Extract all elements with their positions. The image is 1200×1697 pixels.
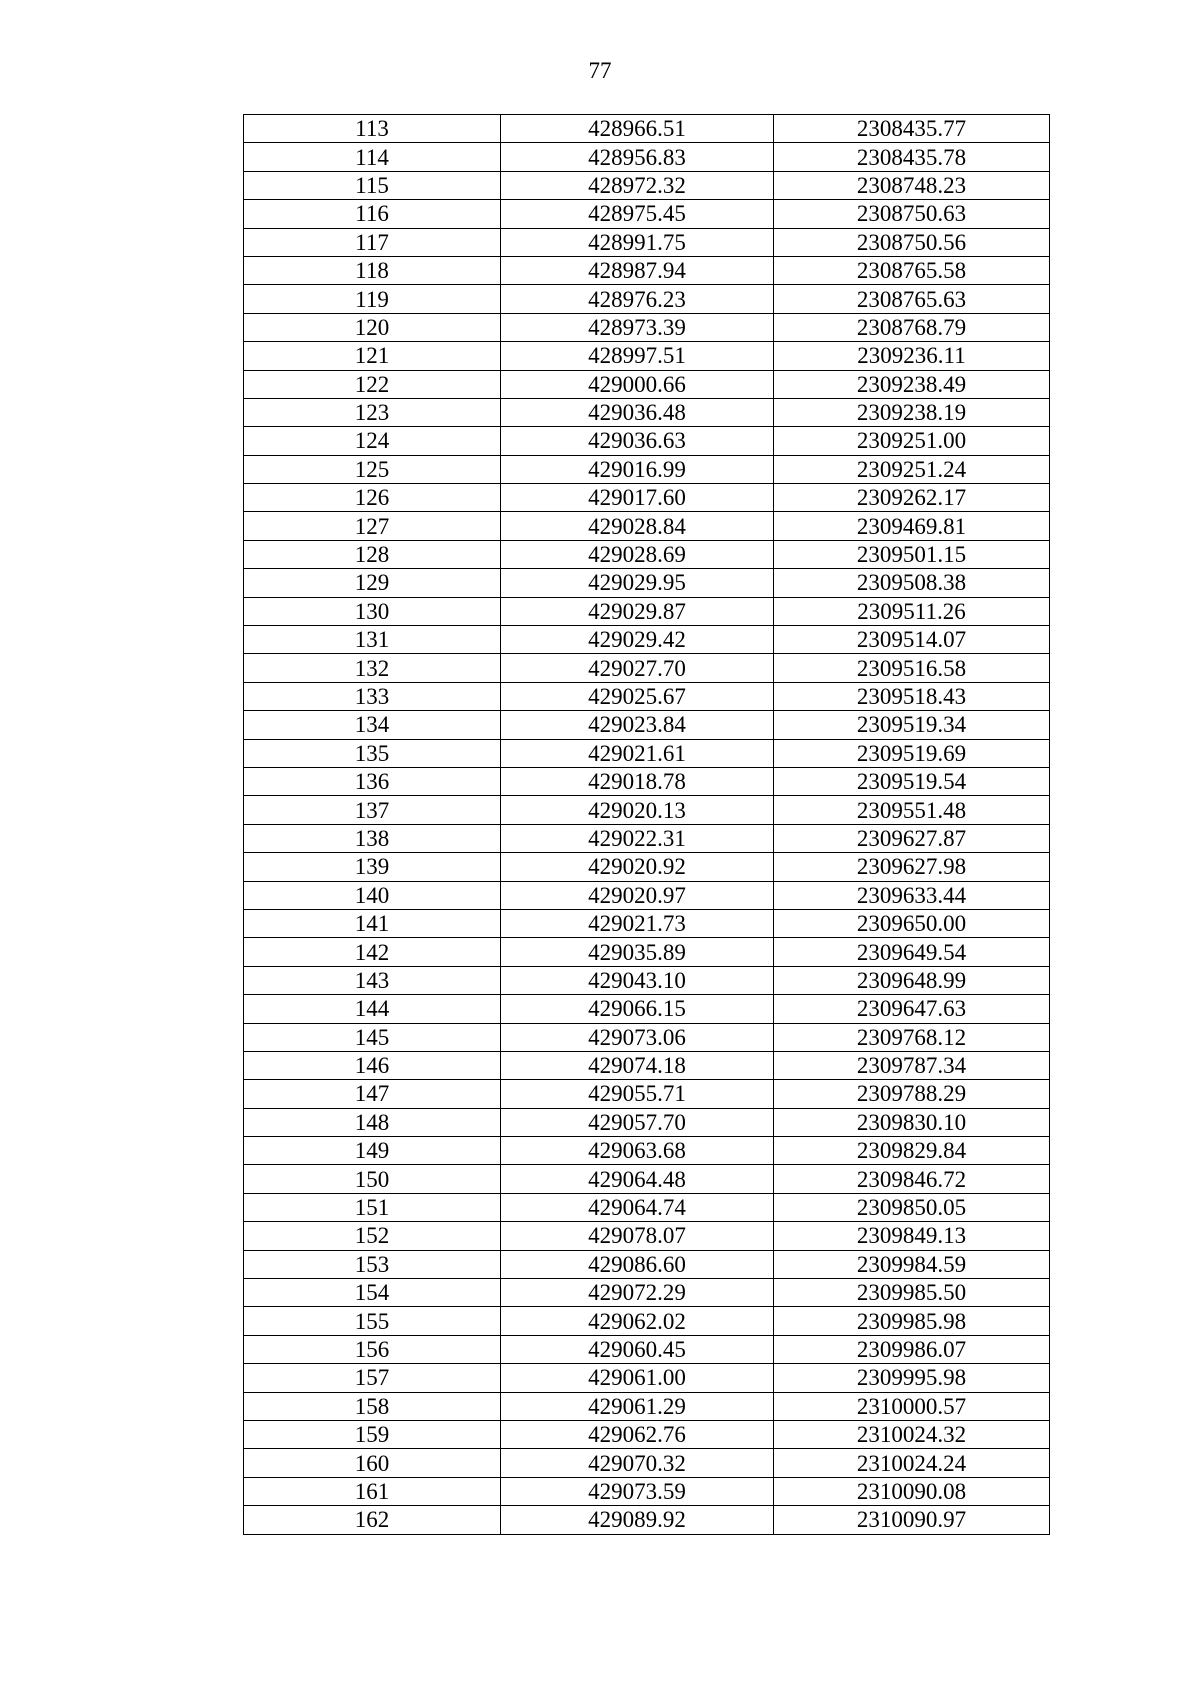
y-coordinate-cell: 2309647.63	[774, 995, 1050, 1023]
y-coordinate-cell: 2309984.59	[774, 1250, 1050, 1278]
x-coordinate-cell: 429016.99	[501, 455, 774, 483]
y-coordinate-cell: 2309627.87	[774, 824, 1050, 852]
point-number-cell: 147	[244, 1080, 501, 1108]
x-coordinate-cell: 429028.84	[501, 512, 774, 540]
y-coordinate-cell: 2309519.69	[774, 739, 1050, 767]
point-number-cell: 129	[244, 569, 501, 597]
y-coordinate-cell: 2309787.34	[774, 1051, 1050, 1079]
table-row	[244, 1165, 1050, 1193]
x-coordinate-cell: 429036.63	[501, 427, 774, 455]
table-row	[244, 767, 1050, 795]
table-row	[244, 1279, 1050, 1307]
table-row	[244, 285, 1050, 313]
table-row	[244, 370, 1050, 398]
point-number-cell: 148	[244, 1108, 501, 1136]
table-row	[244, 1392, 1050, 1420]
table-row	[244, 569, 1050, 597]
table-row	[244, 171, 1050, 199]
point-number-cell: 145	[244, 1023, 501, 1051]
y-coordinate-cell: 2309849.13	[774, 1222, 1050, 1250]
point-number-cell: 126	[244, 484, 501, 512]
point-number-cell: 159	[244, 1420, 501, 1448]
point-number-cell: 116	[244, 200, 501, 228]
y-coordinate-cell: 2309650.00	[774, 909, 1050, 937]
y-coordinate-cell: 2309649.54	[774, 938, 1050, 966]
y-coordinate-cell: 2308750.56	[774, 228, 1050, 256]
point-number-cell: 114	[244, 143, 501, 171]
x-coordinate-cell: 428973.39	[501, 313, 774, 341]
point-number-cell: 127	[244, 512, 501, 540]
x-coordinate-cell: 429025.67	[501, 682, 774, 710]
y-coordinate-cell: 2309768.12	[774, 1023, 1050, 1051]
table-row	[244, 228, 1050, 256]
x-coordinate-cell: 429017.60	[501, 484, 774, 512]
x-coordinate-cell: 429062.02	[501, 1307, 774, 1335]
table-row	[244, 1108, 1050, 1136]
point-number-cell: 149	[244, 1137, 501, 1165]
y-coordinate-cell: 2309251.00	[774, 427, 1050, 455]
y-coordinate-cell: 2310090.08	[774, 1477, 1050, 1505]
x-coordinate-cell: 429020.92	[501, 853, 774, 881]
x-coordinate-cell: 429018.78	[501, 767, 774, 795]
x-coordinate-cell: 428997.51	[501, 342, 774, 370]
y-coordinate-cell: 2309514.07	[774, 626, 1050, 654]
table-row	[244, 1080, 1050, 1108]
x-coordinate-cell: 429078.07	[501, 1222, 774, 1250]
x-coordinate-cell: 429057.70	[501, 1108, 774, 1136]
x-coordinate-cell: 429035.89	[501, 938, 774, 966]
y-coordinate-cell: 2308768.79	[774, 313, 1050, 341]
table-row	[244, 654, 1050, 682]
table-row	[244, 342, 1050, 370]
point-number-cell: 138	[244, 824, 501, 852]
point-number-cell: 115	[244, 171, 501, 199]
y-coordinate-cell: 2310024.32	[774, 1420, 1050, 1448]
y-coordinate-cell: 2309633.44	[774, 881, 1050, 909]
table-row	[244, 200, 1050, 228]
table-row	[244, 966, 1050, 994]
y-coordinate-cell: 2309551.48	[774, 796, 1050, 824]
x-coordinate-cell: 428972.32	[501, 171, 774, 199]
point-number-cell: 120	[244, 313, 501, 341]
y-coordinate-cell: 2309516.58	[774, 654, 1050, 682]
point-number-cell: 122	[244, 370, 501, 398]
point-number-cell: 144	[244, 995, 501, 1023]
y-coordinate-cell: 2309238.49	[774, 370, 1050, 398]
y-coordinate-cell: 2308765.63	[774, 285, 1050, 313]
x-coordinate-cell: 429020.97	[501, 881, 774, 909]
y-coordinate-cell: 2309985.98	[774, 1307, 1050, 1335]
y-coordinate-cell: 2309508.38	[774, 569, 1050, 597]
x-coordinate-cell: 429000.66	[501, 370, 774, 398]
point-number-cell: 162	[244, 1506, 501, 1534]
table-row	[244, 1449, 1050, 1477]
y-coordinate-cell: 2309830.10	[774, 1108, 1050, 1136]
x-coordinate-cell: 429028.69	[501, 540, 774, 568]
point-number-cell: 156	[244, 1335, 501, 1363]
y-coordinate-cell: 2308748.23	[774, 171, 1050, 199]
table-row	[244, 313, 1050, 341]
x-coordinate-cell: 429073.59	[501, 1477, 774, 1505]
table-row	[244, 1051, 1050, 1079]
table-row	[244, 512, 1050, 540]
table-row	[244, 853, 1050, 881]
x-coordinate-cell: 429089.92	[501, 1506, 774, 1534]
table-row	[244, 796, 1050, 824]
x-coordinate-cell: 429021.61	[501, 739, 774, 767]
point-number-cell: 142	[244, 938, 501, 966]
y-coordinate-cell: 2309262.17	[774, 484, 1050, 512]
table-row	[244, 739, 1050, 767]
x-coordinate-cell: 429043.10	[501, 966, 774, 994]
x-coordinate-cell: 428991.75	[501, 228, 774, 256]
x-coordinate-cell: 429066.15	[501, 995, 774, 1023]
x-coordinate-cell: 429020.13	[501, 796, 774, 824]
table-row	[244, 455, 1050, 483]
x-coordinate-cell: 429061.00	[501, 1364, 774, 1392]
y-coordinate-cell: 2309850.05	[774, 1193, 1050, 1221]
table-row	[244, 256, 1050, 284]
table-row	[244, 1307, 1050, 1335]
table-row	[244, 682, 1050, 710]
x-coordinate-cell: 429029.87	[501, 597, 774, 625]
x-coordinate-cell: 429055.71	[501, 1080, 774, 1108]
table-row	[244, 881, 1050, 909]
point-number-cell: 151	[244, 1193, 501, 1221]
y-coordinate-cell: 2309995.98	[774, 1364, 1050, 1392]
point-number-cell: 125	[244, 455, 501, 483]
table-row	[244, 1137, 1050, 1165]
table-row	[244, 909, 1050, 937]
y-coordinate-cell: 2309469.81	[774, 512, 1050, 540]
table-row	[244, 1364, 1050, 1392]
point-number-cell: 137	[244, 796, 501, 824]
y-coordinate-cell: 2309236.11	[774, 342, 1050, 370]
point-number-cell: 146	[244, 1051, 501, 1079]
y-coordinate-cell: 2309501.15	[774, 540, 1050, 568]
x-coordinate-cell: 428987.94	[501, 256, 774, 284]
point-number-cell: 135	[244, 739, 501, 767]
table-row	[244, 1023, 1050, 1051]
x-coordinate-cell: 429036.48	[501, 398, 774, 426]
table-row	[244, 597, 1050, 625]
x-coordinate-cell: 429029.42	[501, 626, 774, 654]
x-coordinate-cell: 429023.84	[501, 711, 774, 739]
y-coordinate-cell: 2309846.72	[774, 1165, 1050, 1193]
y-coordinate-cell: 2309986.07	[774, 1335, 1050, 1363]
x-coordinate-cell: 429070.32	[501, 1449, 774, 1477]
table-row	[244, 626, 1050, 654]
y-coordinate-cell: 2310090.97	[774, 1506, 1050, 1534]
x-coordinate-cell: 429064.74	[501, 1193, 774, 1221]
point-number-cell: 123	[244, 398, 501, 426]
point-number-cell: 140	[244, 881, 501, 909]
point-number-cell: 117	[244, 228, 501, 256]
table-row	[244, 1477, 1050, 1505]
point-number-cell: 161	[244, 1477, 501, 1505]
point-number-cell: 160	[244, 1449, 501, 1477]
point-number-cell: 130	[244, 597, 501, 625]
y-coordinate-cell: 2309627.98	[774, 853, 1050, 881]
table-row	[244, 824, 1050, 852]
table-row	[244, 1250, 1050, 1278]
page-number: 77	[588, 58, 612, 83]
point-number-cell: 154	[244, 1279, 501, 1307]
point-number-cell: 121	[244, 342, 501, 370]
point-number-cell: 133	[244, 682, 501, 710]
y-coordinate-cell: 2309238.19	[774, 398, 1050, 426]
table-row	[244, 115, 1050, 143]
x-coordinate-cell: 429061.29	[501, 1392, 774, 1420]
table-row	[244, 938, 1050, 966]
x-coordinate-cell: 429072.29	[501, 1279, 774, 1307]
point-number-cell: 118	[244, 256, 501, 284]
x-coordinate-cell: 429062.76	[501, 1420, 774, 1448]
x-coordinate-cell: 429021.73	[501, 909, 774, 937]
table-row	[244, 1420, 1050, 1448]
table-row	[244, 1335, 1050, 1363]
point-number-cell: 141	[244, 909, 501, 937]
table-row	[244, 995, 1050, 1023]
table-row	[244, 143, 1050, 171]
x-coordinate-cell: 429063.68	[501, 1137, 774, 1165]
y-coordinate-cell: 2309985.50	[774, 1279, 1050, 1307]
x-coordinate-cell: 428976.23	[501, 285, 774, 313]
point-number-cell: 113	[244, 115, 501, 143]
point-number-cell: 143	[244, 966, 501, 994]
x-coordinate-cell: 428966.51	[501, 115, 774, 143]
table-row	[244, 540, 1050, 568]
point-number-cell: 132	[244, 654, 501, 682]
table-row	[244, 398, 1050, 426]
x-coordinate-cell: 429086.60	[501, 1250, 774, 1278]
x-coordinate-cell: 429074.18	[501, 1051, 774, 1079]
point-number-cell: 124	[244, 427, 501, 455]
y-coordinate-cell: 2308750.63	[774, 200, 1050, 228]
x-coordinate-cell: 428956.83	[501, 143, 774, 171]
coordinate-table-body	[244, 115, 1050, 1535]
table-row	[244, 711, 1050, 739]
y-coordinate-cell: 2309511.26	[774, 597, 1050, 625]
x-coordinate-cell: 429073.06	[501, 1023, 774, 1051]
y-coordinate-cell: 2310000.57	[774, 1392, 1050, 1420]
x-coordinate-cell: 429022.31	[501, 824, 774, 852]
table-row	[244, 1506, 1050, 1534]
y-coordinate-cell: 2308435.78	[774, 143, 1050, 171]
x-coordinate-cell: 429060.45	[501, 1335, 774, 1363]
point-number-cell: 136	[244, 767, 501, 795]
coordinate-table	[243, 114, 1050, 1535]
y-coordinate-cell: 2309829.84	[774, 1137, 1050, 1165]
y-coordinate-cell: 2309518.43	[774, 682, 1050, 710]
y-coordinate-cell: 2308765.58	[774, 256, 1050, 284]
y-coordinate-cell: 2309788.29	[774, 1080, 1050, 1108]
table-row	[244, 1222, 1050, 1250]
point-number-cell: 158	[244, 1392, 501, 1420]
y-coordinate-cell: 2309519.34	[774, 711, 1050, 739]
point-number-cell: 153	[244, 1250, 501, 1278]
point-number-cell: 139	[244, 853, 501, 881]
point-number-cell: 155	[244, 1307, 501, 1335]
point-number-cell: 128	[244, 540, 501, 568]
y-coordinate-cell: 2309648.99	[774, 966, 1050, 994]
point-number-cell: 119	[244, 285, 501, 313]
x-coordinate-cell: 429064.48	[501, 1165, 774, 1193]
point-number-cell: 157	[244, 1364, 501, 1392]
table-row	[244, 484, 1050, 512]
y-coordinate-cell: 2308435.77	[774, 115, 1050, 143]
x-coordinate-cell: 429027.70	[501, 654, 774, 682]
x-coordinate-cell: 428975.45	[501, 200, 774, 228]
table-row	[244, 427, 1050, 455]
point-number-cell: 152	[244, 1222, 501, 1250]
point-number-cell: 134	[244, 711, 501, 739]
point-number-cell: 131	[244, 626, 501, 654]
y-coordinate-cell: 2309519.54	[774, 767, 1050, 795]
y-coordinate-cell: 2309251.24	[774, 455, 1050, 483]
point-number-cell: 150	[244, 1165, 501, 1193]
y-coordinate-cell: 2310024.24	[774, 1449, 1050, 1477]
x-coordinate-cell: 429029.95	[501, 569, 774, 597]
table-row	[244, 1193, 1050, 1221]
